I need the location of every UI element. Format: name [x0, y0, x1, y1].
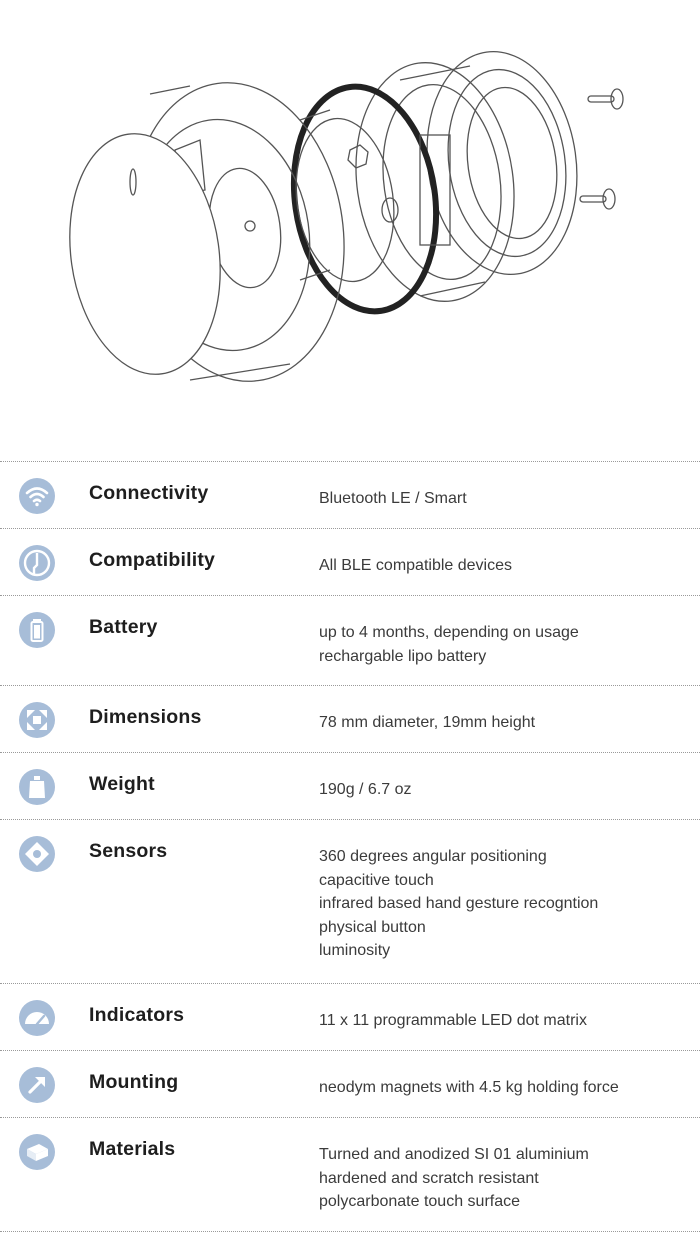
spec-value: 78 mm diameter, 19mm height	[319, 714, 536, 731]
spec-value: neodym magnets with 4.5 kg holding force	[319, 1079, 619, 1096]
spec-row-battery	[0, 596, 700, 686]
exploded-device-illustration	[0, 0, 700, 460]
spec-label: Compatibility	[89, 549, 216, 571]
expand-icon	[19, 702, 55, 738]
spec-row-dimensions	[0, 686, 700, 753]
spec-table	[0, 461, 700, 1232]
cube-icon	[19, 1134, 55, 1170]
spec-value: 11 x 11 programmable LED dot matrix	[319, 1012, 587, 1029]
spec-row-sensors	[0, 820, 700, 984]
spec-label: Indicators	[89, 1004, 185, 1026]
spec-value: 360 degrees angular positioning capacitive touch infrared based hand gesture recogntion physical button luminosity	[319, 848, 599, 960]
wifi-icon	[19, 478, 55, 514]
spec-label: Materials	[89, 1138, 176, 1160]
battery-icon	[19, 612, 55, 648]
spec-value: 190g / 6.7 oz	[319, 781, 412, 798]
spec-label: Battery	[89, 616, 158, 638]
spec-value: up to 4 months, depending on usage rechargable lipo battery	[319, 624, 579, 665]
spec-row-weight	[0, 753, 700, 820]
weight-icon	[19, 769, 55, 805]
spec-row-indicators	[0, 984, 700, 1051]
sensor-icon	[19, 836, 55, 872]
gauge-icon	[19, 1000, 55, 1036]
spec-row-compatibility	[0, 529, 700, 596]
spec-label: Mounting	[89, 1071, 179, 1093]
spec-label: Sensors	[89, 840, 168, 862]
spec-row-materials	[0, 1118, 700, 1232]
device-icon	[19, 545, 55, 581]
spec-row-connectivity	[0, 462, 700, 529]
spec-value: All BLE compatible devices	[319, 557, 512, 574]
spec-value: Turned and anodized SI 01 aluminium hardened and scratch resistant polycarbonate touch surface	[319, 1146, 589, 1211]
arrow-up-right-icon	[19, 1067, 55, 1103]
spec-row-mounting	[0, 1051, 700, 1118]
spec-value: Bluetooth LE / Smart	[319, 490, 467, 507]
spec-label: Weight	[89, 773, 155, 795]
spec-label: Dimensions	[89, 706, 202, 728]
spec-label: Connectivity	[89, 482, 209, 504]
